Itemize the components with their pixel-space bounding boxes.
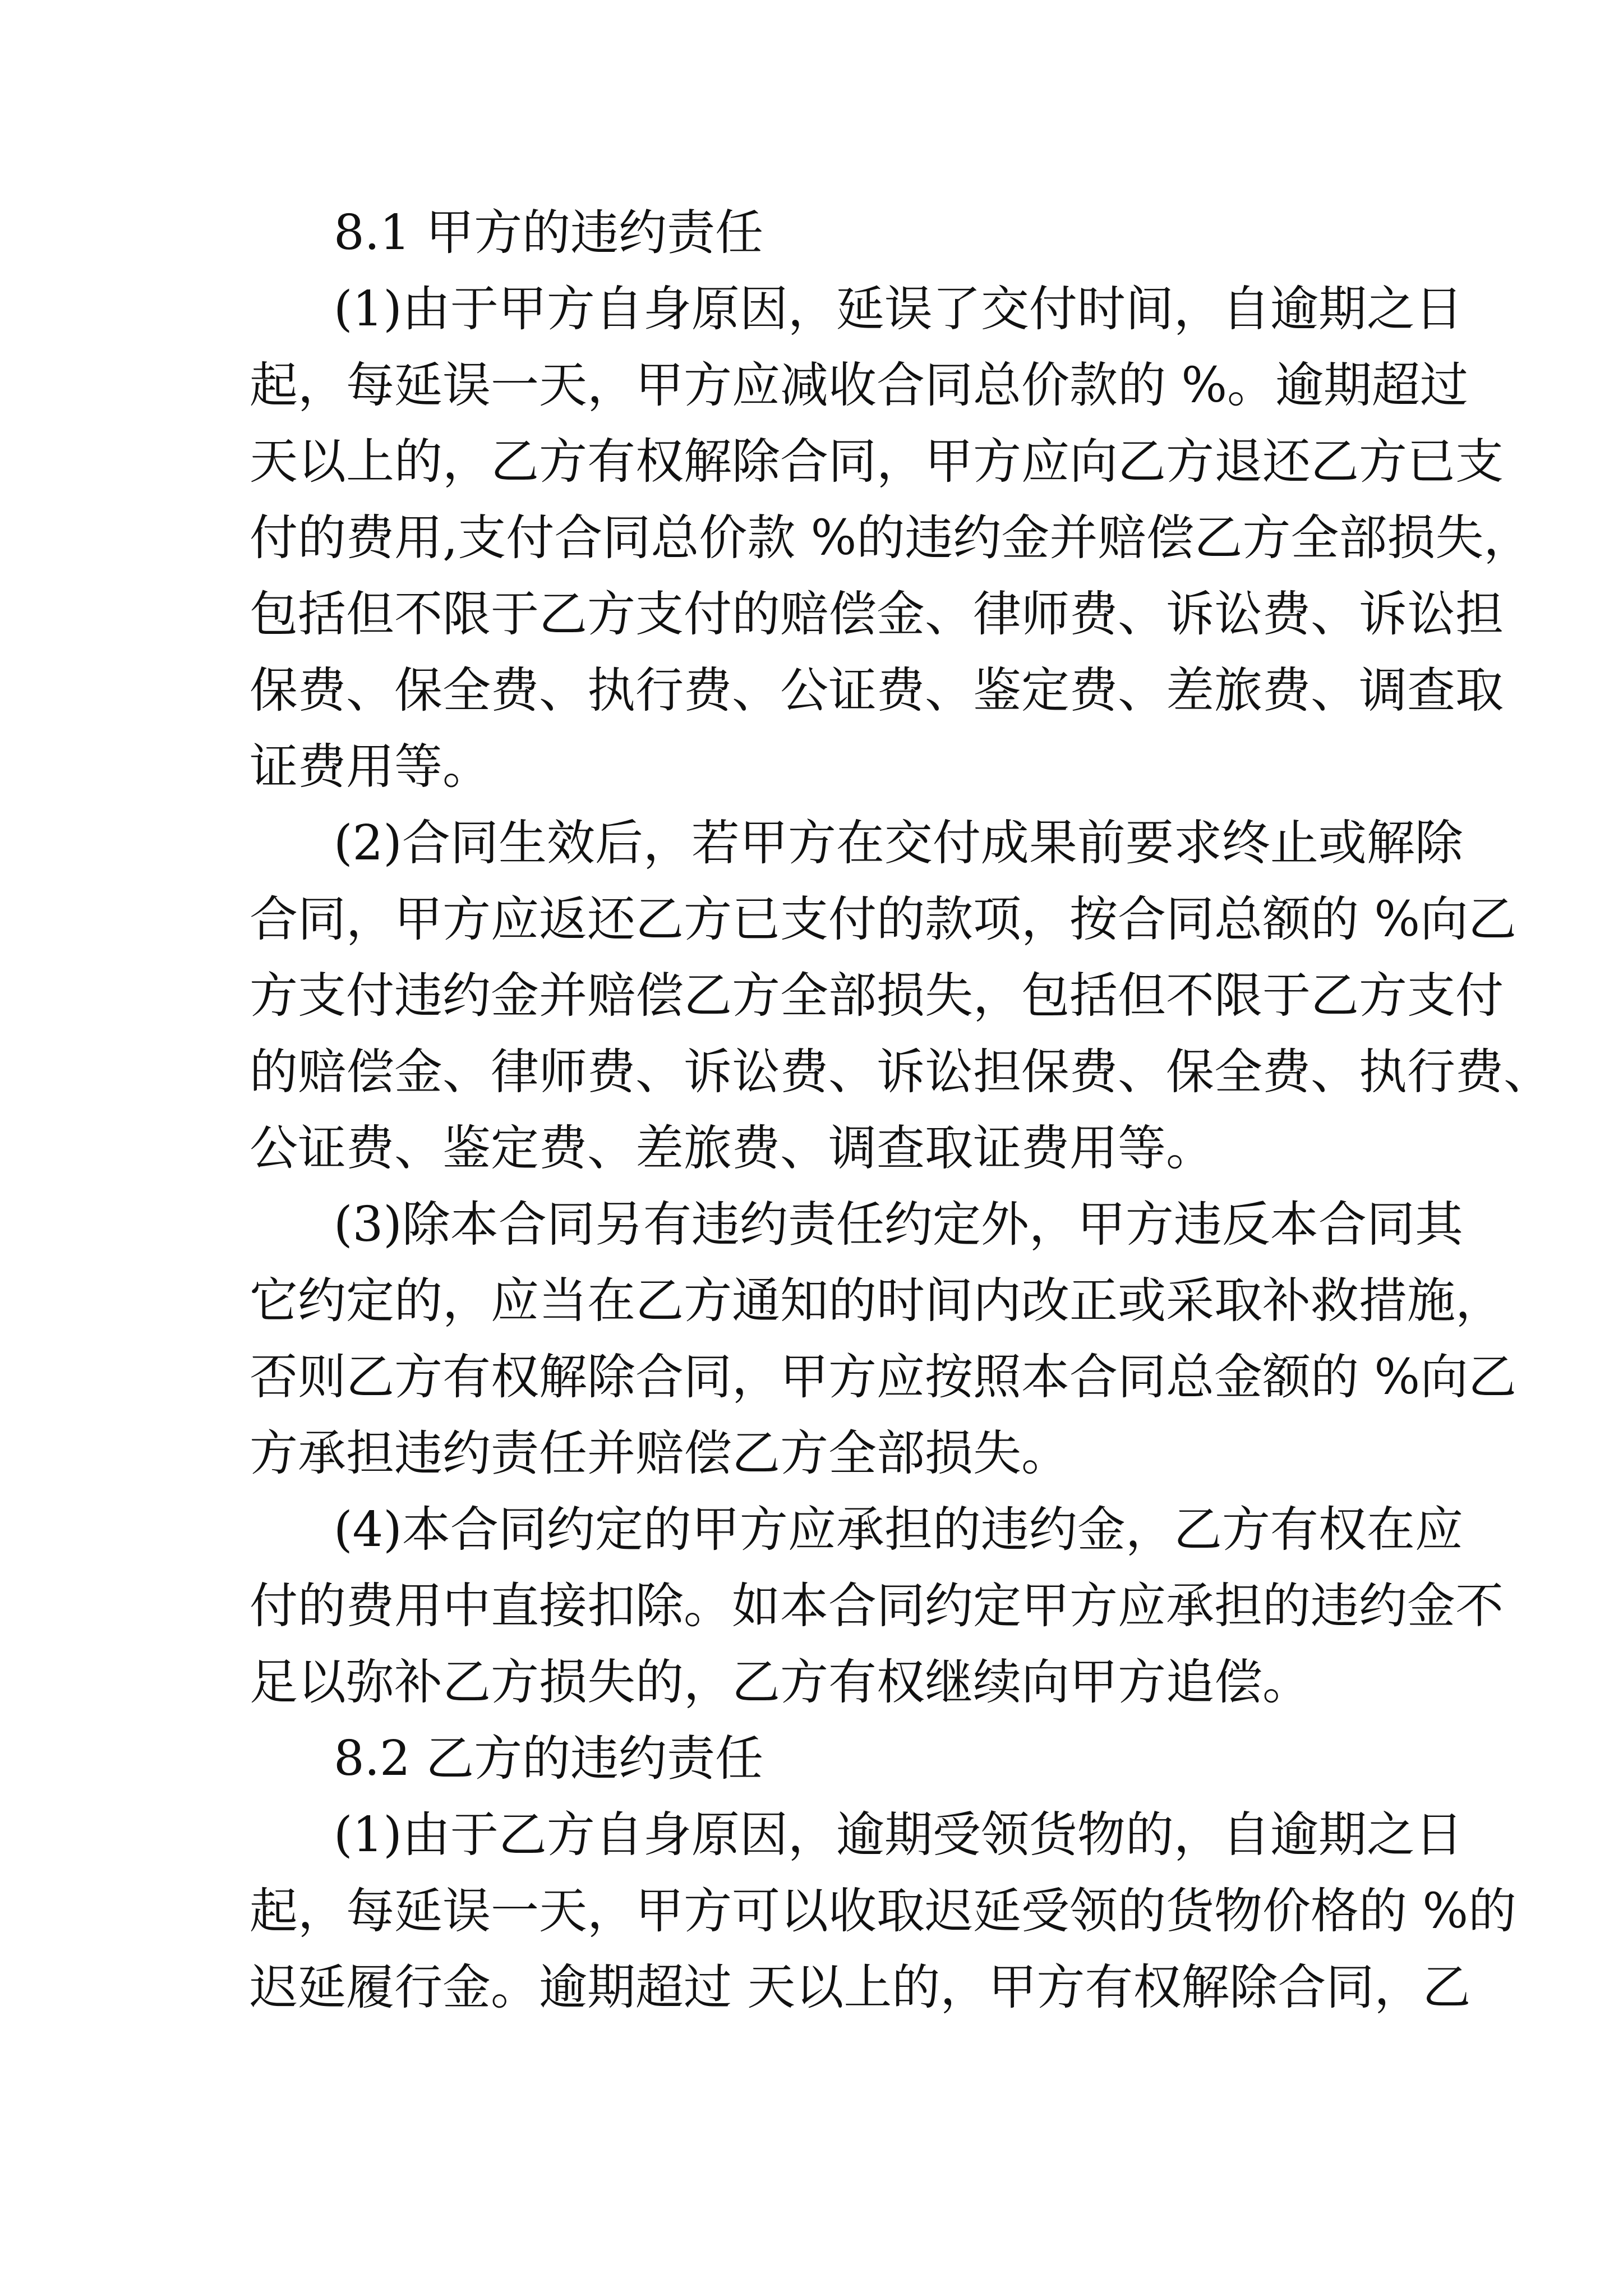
paragraph-line: 付的费用,支付合同总价款 %的违约金并赔偿乙方全部损失，: [250, 510, 1532, 566]
section-heading-8-2: 8.2 乙方的违约责任: [334, 1731, 764, 1787]
paragraph-line: 它约定的，应当在乙方通知的时间内改正或采取补救措施，: [250, 1273, 1504, 1329]
paragraph-line: 包括但不限于乙方支付的赔偿金、律师费、诉讼费、诉讼担: [250, 586, 1504, 642]
paragraph-line: 证费用等。: [250, 739, 491, 795]
paragraph-line: (1)由于甲方自身原因，延误了交付时间，自逾期之日: [334, 281, 1463, 337]
paragraph-line: 天以上的，乙方有权解除合同，甲方应向乙方退还乙方已支: [250, 434, 1504, 490]
paragraph-line: 起，每延误一天，甲方应减收合同总价款的 %。逾期超过: [250, 357, 1469, 413]
paragraph-line: 的赔偿金、律师费、诉讼费、诉讼担保费、保全费、执行费、: [250, 1044, 1552, 1100]
paragraph-line: 付的费用中直接扣除。如本合同约定甲方应承担的违约金不: [250, 1578, 1504, 1634]
paragraph-line: (3)除本合同另有违约责任约定外，甲方违反本合同其: [334, 1197, 1463, 1253]
paragraph-line: 起，每延误一天，甲方可以收取迟延受领的货物价格的 %的: [250, 1883, 1517, 1939]
paragraph-line: 保费、保全费、执行费、公证费、鉴定费、差旅费、调查取: [250, 662, 1504, 719]
paragraph-line: (2)合同生效后，若甲方在交付成果前要求终止或解除: [334, 815, 1463, 871]
paragraph-line: 公证费、鉴定费、差旅费、调查取证费用等。: [250, 1120, 1214, 1176]
paragraph-line: 否则乙方有权解除合同，甲方应按照本合同总金额的 %向乙: [250, 1349, 1517, 1405]
paragraph-line: 足以弥补乙方损失的，乙方有权继续向甲方追偿。: [250, 1654, 1311, 1710]
section-heading-8-1: 8.1 甲方的违约责任: [334, 205, 764, 261]
paragraph-line: 合同，甲方应返还乙方已支付的款项，按合同总额的 %向乙: [250, 891, 1517, 947]
paragraph-line: 方支付违约金并赔偿乙方全部损失，包括但不限于乙方支付: [250, 968, 1504, 1024]
paragraph-line: (1)由于乙方自身原因，逾期受领货物的，自逾期之日: [334, 1807, 1463, 1863]
paragraph-line: 迟延履行金。逾期超过 天以上的，甲方有权解除合同，乙: [250, 1959, 1471, 2016]
paragraph-line: 方承担违约责任并赔偿乙方全部损失。: [250, 1425, 1069, 1481]
paragraph-line: (4)本合同约定的甲方应承担的违约金，乙方有权在应: [334, 1502, 1463, 1558]
